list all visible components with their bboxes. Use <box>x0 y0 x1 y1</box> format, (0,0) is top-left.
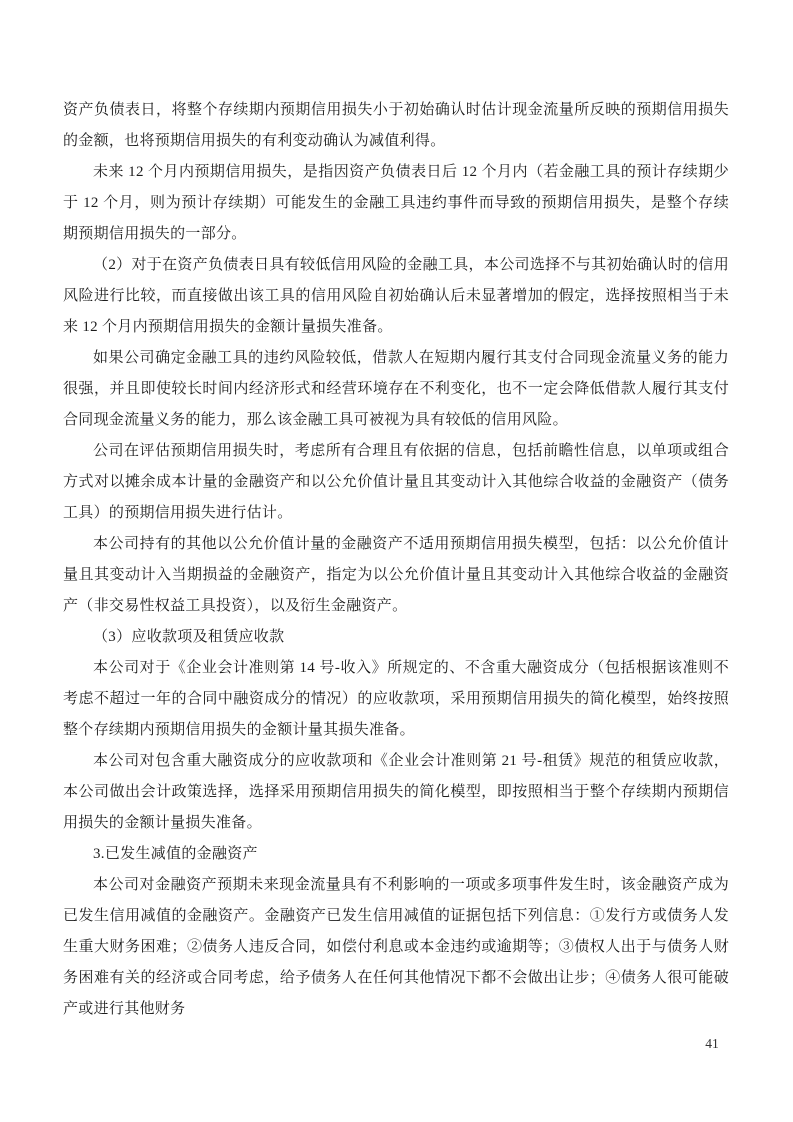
paragraph: 资产负债表日，将整个存续期内预期信用损失小于初始确认时估计现金流量所反映的预期信用损失的金额，也将预期信用损失的有利变动确认为减值利得。 <box>63 102 729 149</box>
paragraph: 本公司持有的其他以公允价值计量的金融资产不适用预期信用损失模型，包括：以公允价值计量且其变动计入当期损益的金融资产，指定为以公允价值计量且其变动计入其他综合收益的金融资产（非交易性权益工具投资），以及衍生金融资产。 <box>63 536 729 614</box>
document-body <box>63 95 729 1025</box>
paragraph: 公司在评估预期信用损失时，考虑所有合理且有依据的信息，包括前瞻性信息，以单项或组合方式对以摊余成本计量的金融资产和以公允价值计量且其变动计入其他综合收益的金融资产（债务工具）的预期信用损失进行估计。 <box>63 443 729 521</box>
page-number: 41 <box>705 1036 719 1051</box>
section-heading: 3.已发生减值的金融资产 <box>93 846 258 862</box>
paragraph: 未来 12 个月内预期信用损失，是指因资产负债表日后 12 个月内（若金融工具的预计存续期少于 12 个月，则为预计存续期）可能发生的金融工具违约事件而导致的预期信用损失，是整个存续期预期信用损失的一部分。 <box>63 164 729 242</box>
paragraph: 本公司对金融资产预期未来现金流量具有不利影响的一项或多项事件发生时，该金融资产成为已发生信用减值的金融资产。金融资产已发生信用减值的证据包括下列信息：①发行方或债务人发生重大财务困难；②债务人违反合同，如偿付利息或本金违约或逾期等；③债权人出于与债务人财务困难有关的经济或合同考虑，给予债务人在任何其他情况下都不会做出让步；④债务人很可能破产或进行其他财务 <box>63 877 729 1017</box>
paragraph: 本公司对包含重大融资成分的应收款项和《企业会计准则第 21 号-租赁》规范的租赁应收款，本公司做出会计政策选择，选择采用预期信用损失的简化模型，即按照相当于整个存续期内预期信用损失的金额计量损失准备。 <box>63 753 729 831</box>
paragraph: 本公司对于《企业会计准则第 14 号-收入》所规定的、不含重大融资成分（包括根据该准则不考虑不超过一年的合同中融资成分的情况）的应收款项，采用预期信用损失的简化模型，始终按照整个存续期内预期信用损失的金额计量其损失准备。 <box>63 660 729 738</box>
paragraph: 如果公司确定金融工具的违约风险较低，借款人在短期内履行其支付合同现金流量义务的能力很强，并且即使较长时间内经济形式和经营环境存在不利变化，也不一定会降低借款人履行其支付合同现金流量义务的能力，那么该金融工具可被视为具有较低的信用风险。 <box>63 350 729 428</box>
paragraph: （2）对于在资产负债表日具有较低信用风险的金融工具，本公司选择不与其初始确认时的信用风险进行比较，而直接做出该工具的信用风险自初始确认后未显著增加的假定，选择按照相当于未来 12 个月内预期信用损失的金额计量损失准备。 <box>63 257 729 335</box>
section-heading: （3）应收款项及租赁应收款 <box>93 629 285 645</box>
